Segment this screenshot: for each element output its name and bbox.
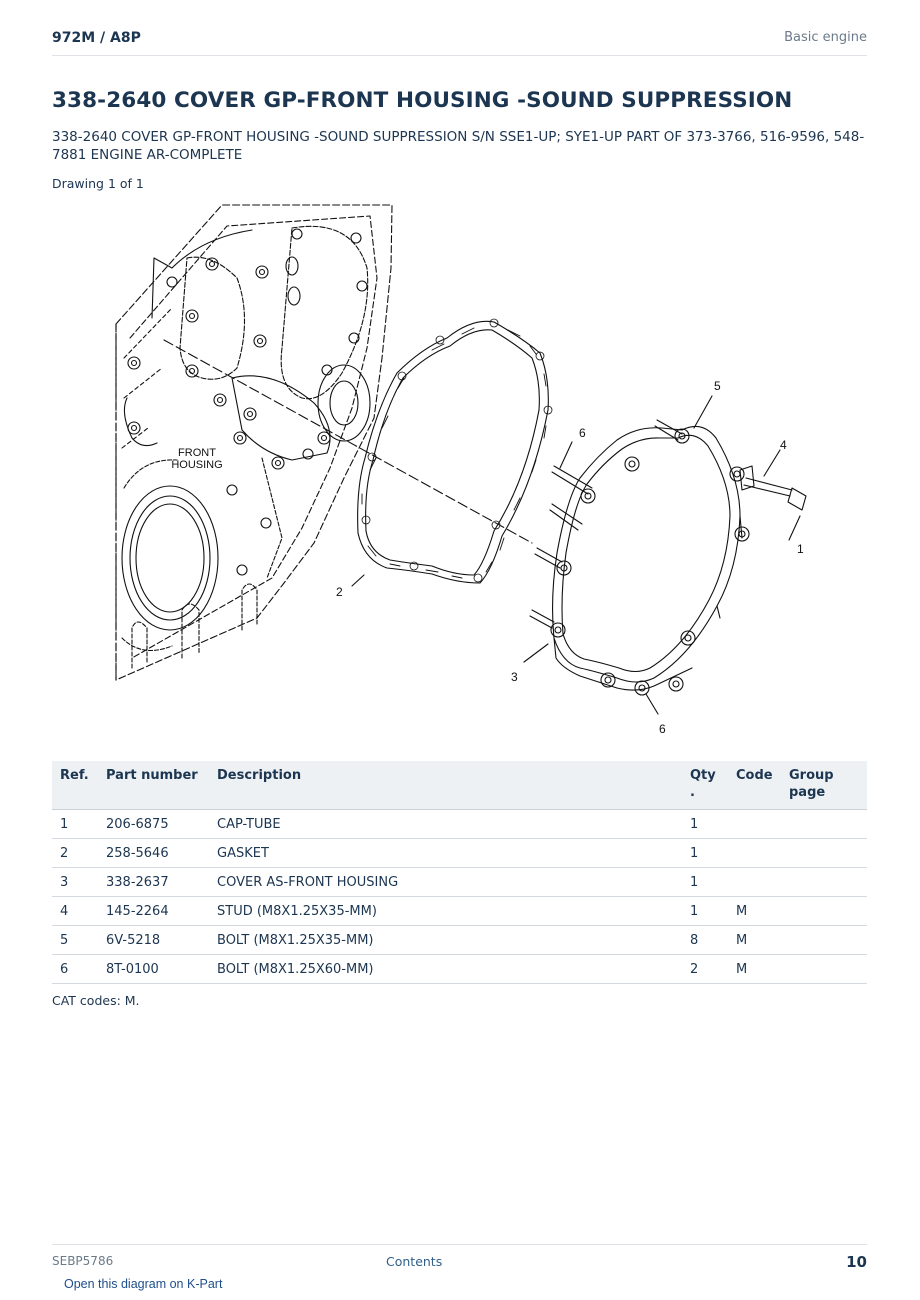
page-title: 338-2640 COVER GP-FRONT HOUSING -SOUND SUPPRESSION — [52, 88, 793, 113]
cell-description: CAP-TUBE — [209, 810, 682, 839]
section-label: Basic engine — [784, 30, 867, 45]
table-row — [52, 926, 867, 955]
table-row — [52, 810, 867, 839]
cell-code — [728, 839, 781, 868]
cell-group-page — [781, 926, 867, 955]
col-header-description: Description — [209, 761, 682, 810]
callout-3: 3 — [511, 670, 518, 684]
callout-6-bottom: 6 — [659, 722, 666, 736]
leader-2 — [352, 575, 364, 586]
callout-1: 1 — [797, 542, 804, 556]
parts-table — [52, 761, 867, 984]
cell-description: BOLT (M8X1.25X60-MM) — [209, 955, 682, 984]
gasket-drawing — [358, 319, 552, 583]
cell-ref: 1 — [52, 810, 98, 839]
cell-code — [728, 868, 781, 897]
cell-ref: 2 — [52, 839, 98, 868]
leader-4 — [764, 450, 780, 476]
exploded-parts-diagram — [52, 198, 867, 743]
cell-ref: 5 — [52, 926, 98, 955]
cell-qty: 8 — [682, 926, 728, 955]
alignment-line — [164, 340, 532, 543]
cell-group-page — [781, 810, 867, 839]
leader-6-top — [560, 442, 572, 468]
group-header-line1: Group — [789, 768, 834, 783]
callout-6-top: 6 — [579, 426, 586, 440]
front-housing-label-line1: FRONT — [178, 447, 216, 459]
cell-group-page — [781, 839, 867, 868]
col-header-code: Code — [728, 761, 781, 810]
cell-group-page — [781, 955, 867, 984]
cell-part-number: 145-2264 — [98, 897, 209, 926]
diagram-svg — [52, 198, 867, 743]
cell-qty: 2 — [682, 955, 728, 984]
cell-ref: 6 — [52, 955, 98, 984]
cell-code: M — [728, 897, 781, 926]
cell-code: M — [728, 926, 781, 955]
cover-drawing — [530, 420, 806, 695]
table-row — [52, 868, 867, 897]
col-header-qty — [682, 761, 728, 810]
leader-6-bottom — [646, 694, 658, 714]
table-row — [52, 897, 867, 926]
cell-part-number: 258-5646 — [98, 839, 209, 868]
cell-qty: 1 — [682, 897, 728, 926]
callout-2: 2 — [336, 585, 343, 599]
cell-group-page — [781, 897, 867, 926]
table-header-row — [52, 761, 867, 810]
cell-code — [728, 810, 781, 839]
page-number: 10 — [846, 1253, 867, 1271]
contents-link[interactable]: Contents — [386, 1254, 443, 1269]
col-header-part-number: Part number — [98, 761, 209, 810]
leader-1 — [789, 516, 800, 540]
front-housing-label-line2: HOUSING — [171, 459, 223, 471]
page-subtitle: 338-2640 COVER GP-FRONT HOUSING -SOUND SUPPRESSION S/N SSE1-UP; SYE1-UP PART OF 373-3766, 516-9596, 548-7881 ENGINE AR-COMPLETE — [52, 129, 865, 163]
housing-bolts — [128, 229, 367, 575]
cell-description: STUD (M8X1.25X35-MM) — [209, 897, 682, 926]
cell-qty: 1 — [682, 810, 728, 839]
table-row — [52, 839, 867, 868]
cell-qty: 1 — [682, 868, 728, 897]
callout-4: 4 — [780, 438, 787, 452]
cell-description: COVER AS-FRONT HOUSING — [209, 868, 682, 897]
cell-part-number: 206-6875 — [98, 810, 209, 839]
qty-header-line2: . — [690, 785, 695, 800]
cell-ref: 4 — [52, 897, 98, 926]
cell-part-number: 6V-5218 — [98, 926, 209, 955]
model-label: 972M / A8P — [52, 30, 141, 46]
table-row — [52, 955, 867, 984]
col-header-group-page — [781, 761, 867, 810]
leader-5 — [694, 396, 712, 428]
col-header-ref: Ref. — [52, 761, 98, 810]
qty-header-line1: Qty — [690, 768, 716, 783]
cell-qty: 1 — [682, 839, 728, 868]
drawing-counter: Drawing 1 of 1 — [52, 176, 144, 191]
page-footer — [52, 1244, 867, 1271]
cell-ref: 3 — [52, 868, 98, 897]
document-id: SEBP5786 — [52, 1254, 114, 1268]
cell-group-page — [781, 868, 867, 897]
cell-description: BOLT (M8X1.25X35-MM) — [209, 926, 682, 955]
cell-description: GASKET — [209, 839, 682, 868]
cell-part-number: 8T-0100 — [98, 955, 209, 984]
page-header — [52, 28, 867, 56]
callout-5: 5 — [714, 379, 721, 393]
open-diagram-kpart-link[interactable]: Open this diagram on K-Part — [64, 1277, 223, 1291]
cat-codes-note: CAT codes: M. — [52, 993, 140, 1008]
cell-part-number: 338-2637 — [98, 868, 209, 897]
leader-3 — [524, 644, 548, 662]
cell-code: M — [728, 955, 781, 984]
group-header-line2: page — [789, 785, 826, 800]
